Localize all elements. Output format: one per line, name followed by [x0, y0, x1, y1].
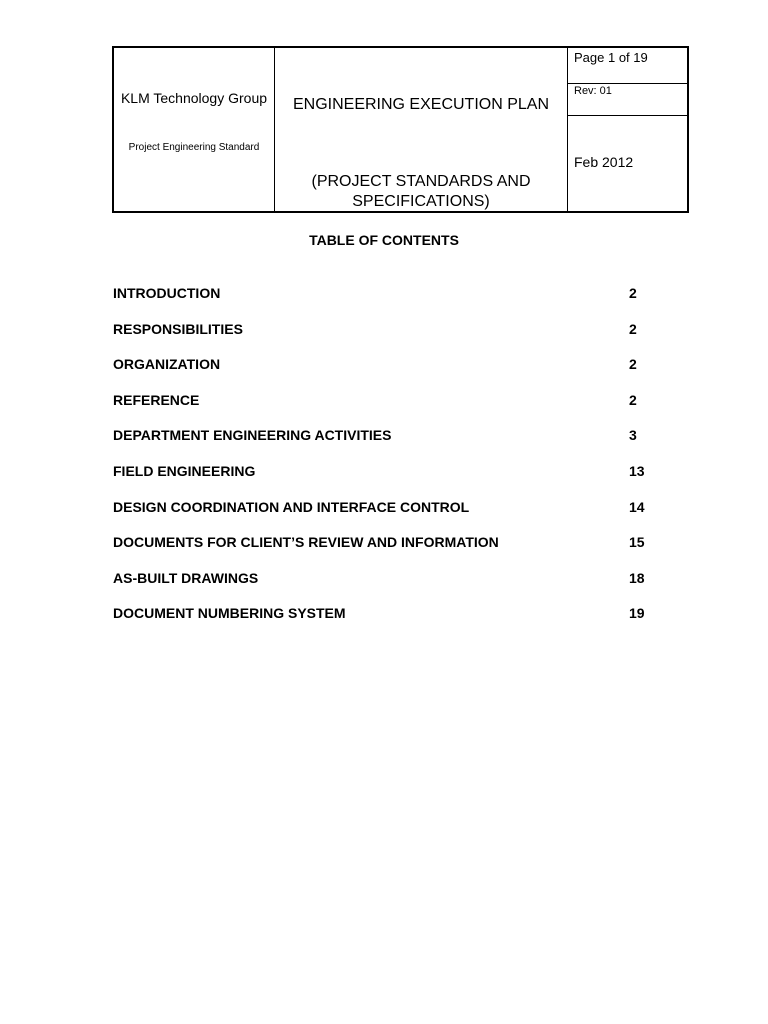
toc-item-title: AS-BUILT DRAWINGS: [113, 569, 259, 586]
header-title-cell: [275, 48, 568, 211]
toc-item-page: 2: [629, 285, 637, 301]
toc-item[interactable]: [113, 392, 653, 428]
toc-item-page: 15: [629, 534, 645, 551]
document-subtitle: (PROJECT STANDARDS AND SPECIFICATIONS): [311, 173, 531, 210]
page-number: Page 1 of 19: [574, 50, 648, 65]
toc-item[interactable]: [113, 605, 653, 641]
revision: Rev: 01: [574, 85, 612, 97]
toc-item-page: 14: [629, 498, 645, 515]
toc-item-title: RESPONSIBILITIES: [113, 320, 243, 337]
toc-item[interactable]: [113, 499, 653, 535]
toc-item[interactable]: [113, 356, 653, 392]
toc-item[interactable]: [113, 570, 653, 606]
document-date: Feb 2012: [574, 154, 634, 170]
toc-item-page: 19: [629, 605, 645, 622]
header-meta-cell: [568, 48, 687, 211]
toc-item-page: 2: [629, 320, 637, 337]
header-company-cell: [114, 48, 275, 211]
document-header-table: [112, 46, 689, 213]
toc-item-page: 13: [629, 462, 645, 479]
toc-item-title: FIELD ENGINEERING: [113, 462, 256, 479]
toc-item-page: 2: [629, 391, 637, 408]
toc-item[interactable]: [113, 534, 653, 570]
toc-item-title: DESIGN COORDINATION AND INTERFACE CONTROL: [113, 498, 470, 515]
toc-item-title: DOCUMENTS FOR CLIENT’S REVIEW AND INFORMATION: [113, 534, 499, 551]
toc-item-title: ORGANIZATION: [113, 356, 221, 373]
toc-item[interactable]: [113, 285, 653, 321]
page-number-cell: [568, 48, 687, 84]
toc-item-title: DEPARTMENT ENGINEERING ACTIVITIES: [113, 427, 392, 444]
toc-item[interactable]: [113, 321, 653, 357]
company-name: KLM Technology Group: [120, 90, 268, 106]
table-of-contents: [113, 285, 653, 641]
toc-item[interactable]: [113, 427, 653, 463]
toc-item-page: 3: [629, 427, 637, 444]
toc-item-title: DOCUMENT NUMBERING SYSTEM: [113, 605, 346, 622]
standard-name: Project Engineering Standard: [128, 142, 260, 153]
toc-item-title: INTRODUCTION: [113, 285, 221, 301]
toc-item[interactable]: [113, 463, 653, 499]
document-title: ENGINEERING EXECUTION PLAN: [292, 96, 550, 113]
toc-item-page: 18: [629, 569, 645, 586]
toc-item-title: REFERENCE: [113, 391, 200, 408]
date-cell: [568, 116, 687, 211]
revision-cell: [568, 84, 687, 116]
toc-item-page: 2: [629, 356, 637, 373]
toc-heading: TABLE OF CONTENTS: [309, 232, 459, 248]
